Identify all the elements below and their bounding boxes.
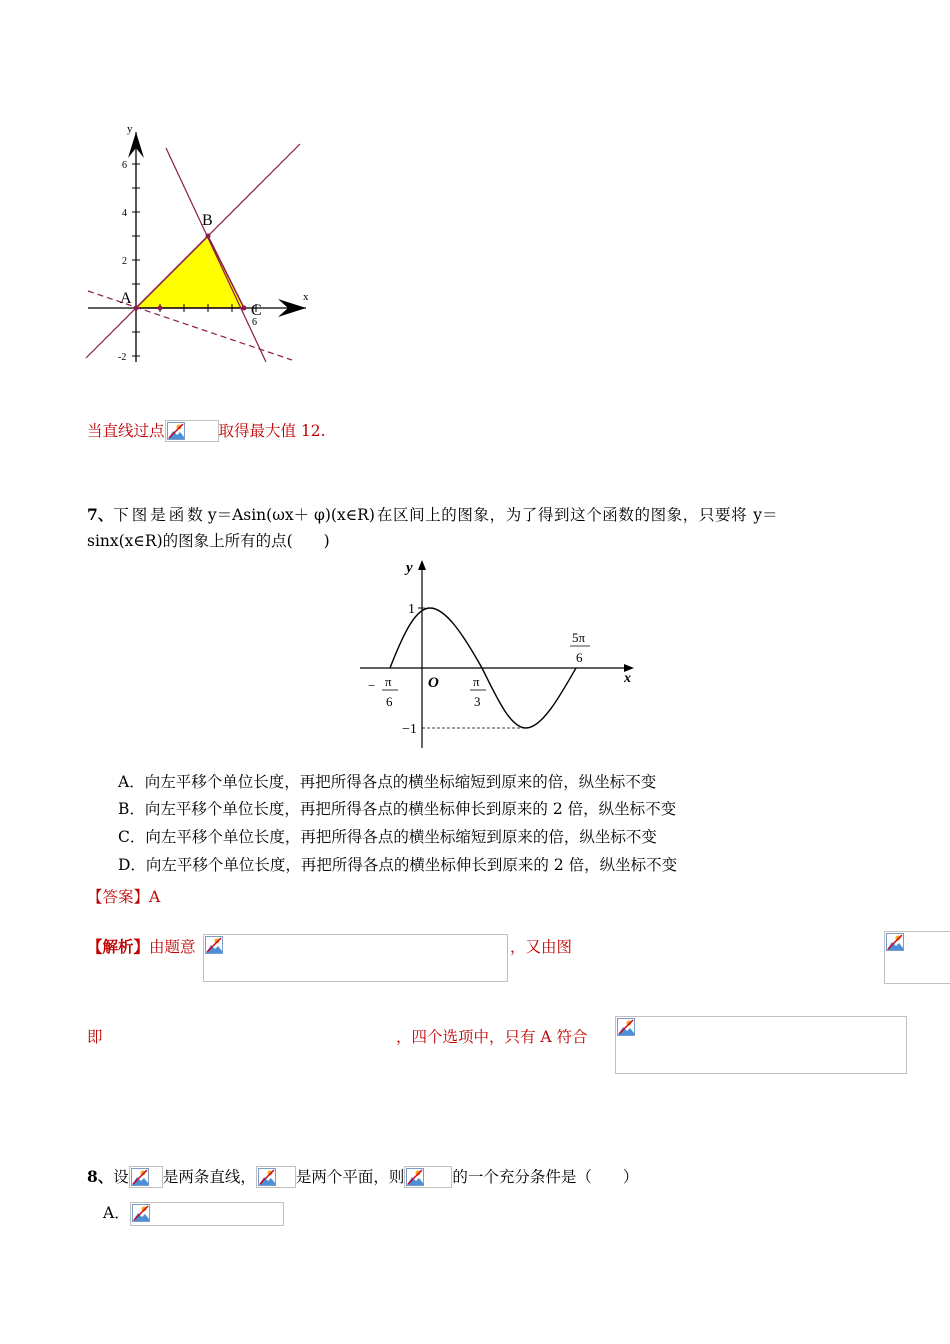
- q7-line2-a: sinx(x∈R): [87, 532, 163, 550]
- label-c: C: [251, 302, 262, 319]
- max-value-line: [87, 420, 326, 442]
- broken-image: [884, 931, 950, 984]
- broken-image: [130, 1202, 284, 1226]
- broken-image: [165, 420, 219, 442]
- broken-image: [203, 934, 508, 982]
- pi-three-three: 3: [474, 694, 481, 709]
- y-tick-2: 2: [122, 256, 127, 267]
- q7-option-c: C．向左平移个单位长度，再把所得各点的横坐标缩短到原来的倍，纵坐标不变: [118, 828, 657, 846]
- broken-image-icon: [167, 422, 185, 440]
- neg-pi: π: [385, 674, 392, 689]
- q8-text-b: 是两条直线，: [162, 1168, 256, 1186]
- q8-text-d: 的一个充分条件是（ ）: [452, 1168, 639, 1186]
- analysis-c: 即: [87, 1028, 103, 1046]
- analysis-b: ，又由图: [510, 938, 573, 956]
- q8-text-a: 设: [113, 1168, 129, 1186]
- q7-line1-d: y＝: [753, 506, 778, 524]
- max-value-after: 取得最大值 12.: [218, 422, 326, 440]
- sine-graph: [356, 556, 640, 752]
- point-c: [242, 306, 247, 311]
- line-bc: [166, 148, 266, 362]
- point-a: [134, 306, 139, 311]
- five-pi-six: 6: [576, 650, 583, 665]
- q7-line2: [87, 530, 330, 552]
- analysis-a: 由题意: [149, 938, 196, 956]
- point-mid: [158, 306, 163, 311]
- x-axis-label: x: [303, 291, 309, 303]
- q7-line1-c: 在区间上的图象，为了得到这个函数的图象，只要将: [376, 506, 748, 524]
- q7-formula: y＝Asin(ωx＋ φ)(x∈R): [207, 506, 375, 524]
- five-pi: 5π: [572, 630, 586, 645]
- broken-image-icon: [132, 1204, 150, 1222]
- broken-image-icon: [406, 1168, 424, 1186]
- y-tick-4: 4: [122, 208, 127, 219]
- label-b: B: [202, 212, 213, 229]
- y-axis-label: y: [127, 123, 133, 135]
- broken-image-icon: [258, 1168, 276, 1186]
- q7-option-a: A．向左平移个单位长度，再把所得各点的横坐标缩短到原来的倍，纵坐标不变: [118, 773, 657, 791]
- y-label: y: [406, 560, 413, 576]
- q8-line: [87, 1166, 638, 1188]
- q7-line1: [87, 504, 777, 526]
- label-a: A: [120, 290, 132, 307]
- neg-sign: −: [368, 678, 376, 693]
- q8-text-c: 是两个平面，则: [295, 1168, 405, 1186]
- feasible-region-figure: [84, 118, 314, 366]
- q7-option-b: B．向左平移个单位长度，再把所得各点的横坐标伸长到原来的 2 倍，纵坐标不变: [118, 800, 677, 818]
- q7-line2-b: 的图象上所有的点( ): [162, 532, 330, 550]
- broken-image: [404, 1166, 452, 1188]
- q8-option-a: A．: [103, 1204, 130, 1222]
- feasible-triangle: [136, 236, 244, 308]
- broken-image: [129, 1166, 163, 1188]
- y-one-label: 1: [408, 602, 415, 617]
- analysis-d: ，四个选项中，只有 A 符合: [396, 1028, 588, 1046]
- broken-image: [256, 1166, 296, 1188]
- q7-number: 7、: [87, 505, 114, 524]
- origin-label: O: [428, 675, 439, 691]
- q7-option-d: D．向左平移个单位长度，再把所得各点的横坐标伸长到原来的 2 倍，纵坐标不变: [118, 856, 678, 874]
- broken-image-icon: [886, 933, 904, 951]
- broken-image-icon: [131, 1168, 149, 1186]
- point-b: [206, 234, 211, 239]
- y-tick-6: 6: [122, 160, 127, 171]
- x-tick-6: 6: [252, 317, 257, 328]
- broken-image-icon: [205, 936, 223, 954]
- broken-image: [615, 1016, 907, 1074]
- neg-six: 6: [386, 694, 393, 709]
- pi-three-pi: π: [473, 674, 480, 689]
- q7-line1-a: 下图是函数: [113, 506, 206, 524]
- analysis-label: 【解析】: [87, 937, 150, 956]
- x-label: x: [624, 671, 631, 686]
- max-value-before: 当直线过点: [87, 422, 165, 440]
- y-axis-arrow: [418, 560, 426, 570]
- q7-answer: 【答案】A: [87, 888, 161, 906]
- y-neg-one-label: −1: [402, 722, 417, 737]
- q7-analysis-label: [87, 936, 196, 958]
- q8-option-a-line: [103, 1202, 284, 1226]
- q8-number: 8、: [87, 1167, 114, 1186]
- y-tick-neg2: -2: [118, 352, 127, 363]
- broken-image-icon: [617, 1018, 635, 1036]
